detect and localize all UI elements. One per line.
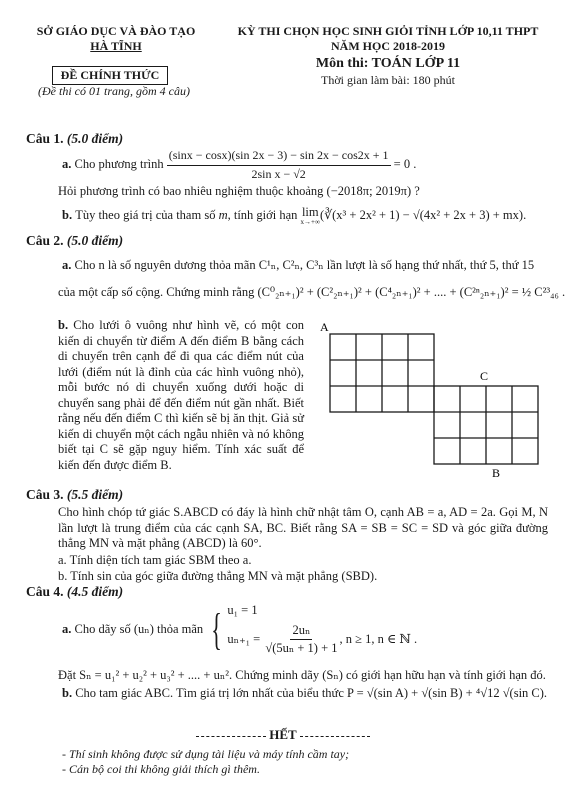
q2a-line2: của một cấp số cộng. Chứng minh rằng (C⁰₂ₙ₊₁)² + (C²₂ₙ₊₁)² + (C⁴₂ₙ₊₁)² + .... + (C²ⁿ₂ₙ₊₁)² = ½ C²³₄₆ . (58, 285, 566, 299)
q1-label: Câu 1. (26, 131, 64, 146)
point-a-label: A (320, 320, 329, 334)
q4a-sys2-fraction (263, 623, 339, 657)
q1b-limit (301, 206, 320, 226)
q1b-text2: , tính giới hạn (227, 208, 298, 223)
q1b-line (62, 206, 552, 226)
official-label: ĐỀ CHÍNH THỨC (52, 66, 168, 85)
end-text: HẾT (269, 727, 297, 742)
q2a-line1 (62, 258, 552, 274)
q3b-text: b. Tính sin của góc giữa đường thẳng MN và mặt phẳng (SBD). (58, 569, 378, 583)
q4a-brace: { (211, 605, 223, 654)
q2-points: (5.0 điểm) (66, 233, 124, 248)
end-rule-left (196, 736, 266, 737)
subject: Môn thi: TOÁN LỚP 11 (315, 56, 461, 71)
q4-label: Câu 4. (26, 584, 64, 599)
q3-text: Cho hình chóp tứ giác S.ABCD có đáy là hình chữ nhật tâm O, cạnh AB = a, AD = 2a. Gọi M, N lần lượt là trung điểm của các cạnh SA, BC. Biết rằng SA = SB = SC = SD và góc giữa đường thẳng MN và mặt phẳng (ABCD) là 60°. (58, 505, 548, 550)
q4-points: (4.5 điểm) (66, 584, 124, 599)
q4-title (26, 584, 123, 600)
point-c-label: C (480, 369, 489, 383)
q1b-param: m (218, 208, 228, 223)
q4a-sys2-lhs: uₙ₊₁ = (227, 632, 261, 646)
school-year: NĂM HỌC 2018-2019 (331, 39, 445, 53)
q1a-label: a. (62, 157, 72, 172)
grid-figure (310, 318, 550, 478)
q4a-sys2-rhs: , n ≥ 1, n ∈ ℕ . (339, 632, 418, 646)
exam-title: KỲ THI CHỌN HỌC SINH GIỎI TỈNH LỚP 10,11 THPT (237, 24, 539, 38)
q3-points: (5.5 điểm) (66, 487, 124, 502)
q4b-text: Cho tam giác ABC. Tìm giá trị lớn nhất của biểu thức P = √(sin A) + √(sin B) + ⁴√12 √(sin C). (75, 686, 548, 700)
province-name: HÀ TĨNH (90, 39, 142, 53)
q1a-numerator: (sinx − cosx)(sin 2x − 3) − sin 2x − cos2x + 1 (167, 148, 391, 166)
q2-title (26, 233, 123, 249)
q1b-label: b. (62, 208, 73, 223)
q4a-sys2-num: 2uₙ (290, 623, 312, 641)
q2b-label: b. (58, 318, 69, 332)
q2a-label: a. (62, 258, 72, 272)
q1b-expression: (∛(x³ + 2x² + 1) − √(4x² + 2x + 3) + mx). (320, 208, 527, 223)
q4a-label: a. (62, 622, 72, 637)
q1b-limit-sub: x→+∞ (300, 218, 320, 226)
q3-title (26, 487, 123, 503)
q4b-line (62, 686, 552, 702)
footer-note-2: - Cán bộ coi thi không giải thích gì thêm. (62, 762, 260, 776)
q1b-limit-word: lim (301, 205, 319, 219)
q1a-question: Hỏi phương trình có bao nhiêu nghiệm thuộc khoảng (−2018π; 2019π) ? (58, 184, 420, 198)
q2b-text: Cho lưới ô vuông như hình vẽ, có một con kiến di chuyển từ điểm A đến điểm B bằng cách di chuyển trên cạnh để đi qua các điểm nút của lưới (điểm nút là đỉnh của các hình vuông nhỏ), mỗi bước nó di chuyển xuống dưới hoặc di chuyển sang phải để đến điểm nút gần nhất. Biết rằng nếu đến điểm C thì kiến sẽ bị ăn thịt. Giả sử kiến di chuyển một cách ngẫu nhiên và nó không biết tại C sẽ gặp nguy hiểm. Tính xác suất để kiến đến được điểm B. (58, 318, 304, 472)
point-b-label: B (492, 466, 501, 478)
q1a-equals: = 0 . (393, 157, 417, 172)
q4b-label: b. (62, 686, 73, 700)
end-marker (0, 727, 566, 743)
footer-note-1: - Thí sinh không được sử dụng tài liệu và máy tính cầm tay; (62, 747, 350, 761)
official-note: (Đề thi có 01 trang, gồm 4 câu) (38, 84, 190, 98)
q2a-text: Cho n là số nguyên dương thỏa mãn C¹ₙ, C²ₙ, C³ₙ lần lượt là số hạng thứ nhất, thứ 5, thứ 15 (74, 258, 535, 272)
end-rule-right (300, 736, 370, 737)
q1-points: (5.0 điểm) (66, 131, 124, 146)
q2b-paragraph (58, 318, 304, 473)
q1a-text: Cho phương trình (74, 157, 164, 172)
q1-title (26, 131, 123, 147)
q4a-sys1: u₁ = 1 (227, 603, 258, 618)
q2-label: Câu 2. (26, 233, 64, 248)
q1a-fraction (167, 148, 391, 182)
department-name: SỞ GIÁO DỤC VÀ ĐÀO TẠO (36, 24, 196, 38)
q4a-text2: Đặt Sₙ = u₁² + u₂² + u₃² + .... + uₙ². Chứng minh dãy (Sₙ) có giới hạn hữu hạn và tính giới hạn đó. (58, 668, 546, 682)
q1a-equation-line (62, 148, 542, 182)
q4a-sys2 (227, 623, 417, 657)
exam-time: Thời gian làm bài: 180 phút (321, 73, 455, 87)
q1a-denominator: 2sin x − √2 (251, 166, 306, 181)
q4a-line (62, 602, 552, 658)
q3-label: Câu 3. (26, 487, 64, 502)
q3a-text: a. Tính diện tích tam giác SBM theo a. (58, 553, 252, 567)
q1b-text: Tùy theo giá trị của tham số (75, 208, 216, 223)
q4a-system (227, 603, 417, 657)
q4a-sys2-den: √(5uₙ + 1) + 1 (265, 641, 338, 656)
q4a-text: Cho dãy số (uₙ) thỏa mãn (74, 622, 204, 637)
